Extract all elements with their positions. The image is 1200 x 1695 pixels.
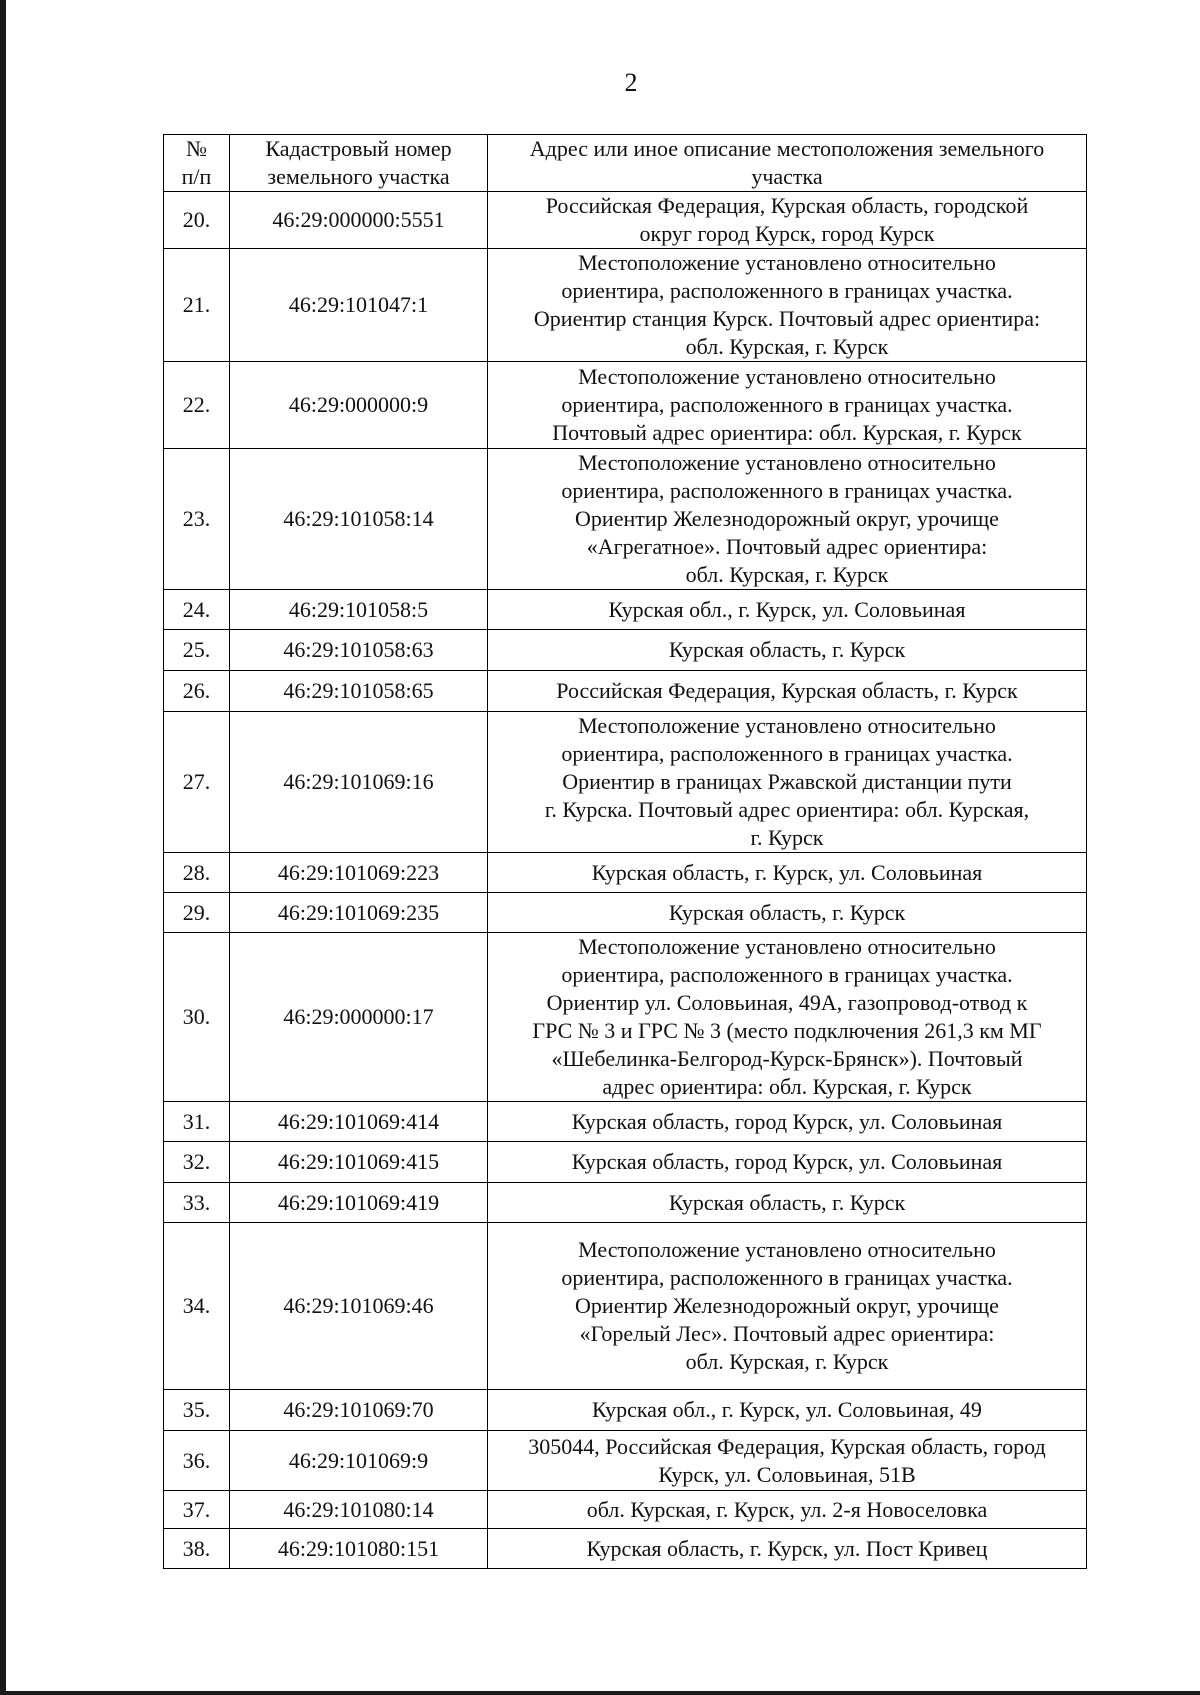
row-cadastral: 46:29:101069:414 — [230, 1102, 488, 1142]
row-num: 38. — [164, 1529, 230, 1569]
row-num: 34. — [164, 1223, 230, 1390]
row-cadastral: 46:29:101047:1 — [230, 249, 488, 362]
table-row — [164, 1491, 1087, 1529]
row-address: обл. Курская, г. Курск, ул. 2-я Новоселовка — [488, 1491, 1087, 1529]
row-num: 28. — [164, 853, 230, 893]
row-num: 24. — [164, 590, 230, 630]
row-address: Курская область, г. Курск, ул. Пост Кривец — [488, 1529, 1087, 1569]
row-num: 21. — [164, 249, 230, 362]
row-num: 33. — [164, 1183, 230, 1223]
row-address: Местоположение установлено относительно ориентира, расположенного в границах участка. Ориентир ул. Соловьиная, 49А, газопровод-отвод к ГРС № 3 и ГРС № 3 (место подключения 261,3 км МГ «Шебелинка-Белгород-Курск-Брянск»). Почтовый адрес ориентира: обл. Курская, г. Курск — [488, 933, 1087, 1102]
row-address: Курская обл., г. Курск, ул. Соловьиная — [488, 590, 1087, 630]
table-row — [164, 1223, 1087, 1390]
row-cadastral: 46:29:101069:419 — [230, 1183, 488, 1223]
row-cadastral: 46:29:101069:9 — [230, 1431, 488, 1491]
row-cadastral: 46:29:101069:223 — [230, 853, 488, 893]
row-num: 37. — [164, 1491, 230, 1529]
row-address: Местоположение установлено относительно ориентира, расположенного в границах участка. Ориентир станция Курск. Почтовый адрес ориентира: обл. Курская, г. Курск — [488, 249, 1087, 362]
row-num: 31. — [164, 1102, 230, 1142]
row-address: Местоположение установлено относительно ориентира, расположенного в границах участка. Ориентир Железнодорожный округ, урочище «Агрегатное». Почтовый адрес ориентира: обл. Курская, г. Курск — [488, 449, 1087, 590]
table-row — [164, 712, 1087, 853]
row-cadastral: 46:29:000000:9 — [230, 362, 488, 449]
row-address: Курская область, г. Курск — [488, 630, 1087, 671]
row-address: Курская область, г. Курск — [488, 1183, 1087, 1223]
row-address: 305044, Российская Федерация, Курская область, город Курск, ул. Соловьиная, 51В — [488, 1431, 1087, 1491]
row-address: Местоположение установлено относительно ориентира, расположенного в границах участка. Ориентир Железнодорожный округ, урочище «Горелый Лес». Почтовый адрес ориентира: обл. Курская, г. Курск — [488, 1223, 1087, 1390]
land-parcels-table — [163, 134, 1087, 1569]
table-row — [164, 590, 1087, 630]
table-row — [164, 362, 1087, 449]
table-row — [164, 192, 1087, 249]
row-cadastral: 46:29:101069:70 — [230, 1390, 488, 1431]
row-cadastral: 46:29:101080:14 — [230, 1491, 488, 1529]
row-num: 26. — [164, 671, 230, 712]
header-address: Адрес или иное описание местоположения земельного участка — [488, 135, 1087, 192]
row-cadastral: 46:29:101058:65 — [230, 671, 488, 712]
table-header-row — [164, 135, 1087, 192]
row-cadastral: 46:29:101058:14 — [230, 449, 488, 590]
table-row — [164, 630, 1087, 671]
row-cadastral: 46:29:101069:415 — [230, 1142, 488, 1183]
row-address: Курская область, город Курск, ул. Соловьиная — [488, 1102, 1087, 1142]
table-row — [164, 853, 1087, 893]
row-num: 25. — [164, 630, 230, 671]
table-row — [164, 1529, 1087, 1569]
header-num: № п/п — [164, 135, 230, 192]
scan-edge-left — [0, 0, 6, 1695]
table-row — [164, 1102, 1087, 1142]
row-num: 32. — [164, 1142, 230, 1183]
row-address: Местоположение установлено относительно ориентира, расположенного в границах участка. Почтовый адрес ориентира: обл. Курская, г. Курск — [488, 362, 1087, 449]
row-cadastral: 46:29:101069:235 — [230, 893, 488, 933]
row-num: 22. — [164, 362, 230, 449]
row-cadastral: 46:29:101058:5 — [230, 590, 488, 630]
row-num: 30. — [164, 933, 230, 1102]
row-cadastral: 46:29:101069:16 — [230, 712, 488, 853]
table-row — [164, 1142, 1087, 1183]
table-row — [164, 449, 1087, 590]
row-cadastral: 46:29:000000:5551 — [230, 192, 488, 249]
table-row — [164, 893, 1087, 933]
table-row — [164, 1390, 1087, 1431]
row-address: Местоположение установлено относительно ориентира, расположенного в границах участка. Ориентир в границах Ржавской дистанции пути г. Курска. Почтовый адрес ориентира: обл. Курская, г. Курск — [488, 712, 1087, 853]
row-num: 36. — [164, 1431, 230, 1491]
row-address: Курская область, г. Курск, ул. Соловьиная — [488, 853, 1087, 893]
row-num: 27. — [164, 712, 230, 853]
row-address: Курская обл., г. Курск, ул. Соловьиная, 49 — [488, 1390, 1087, 1431]
row-num: 20. — [164, 192, 230, 249]
row-address: Курская область, город Курск, ул. Соловьиная — [488, 1142, 1087, 1183]
row-cadastral: 46:29:101080:151 — [230, 1529, 488, 1569]
table-row — [164, 1183, 1087, 1223]
page-number: 2 — [624, 68, 638, 97]
row-cadastral: 46:29:101058:63 — [230, 630, 488, 671]
row-address: Российская Федерация, Курская область, г. Курск — [488, 671, 1087, 712]
row-cadastral: 46:29:000000:17 — [230, 933, 488, 1102]
header-cadastral: Кадастровый номер земельного участка — [230, 135, 488, 192]
table-row — [164, 933, 1087, 1102]
scan-edge-bottom — [0, 1691, 1200, 1695]
row-num: 29. — [164, 893, 230, 933]
row-cadastral: 46:29:101069:46 — [230, 1223, 488, 1390]
table-row — [164, 249, 1087, 362]
row-num: 23. — [164, 449, 230, 590]
table-row — [164, 1431, 1087, 1491]
row-address: Курская область, г. Курск — [488, 893, 1087, 933]
row-address: Российская Федерация, Курская область, городской округ город Курск, город Курск — [488, 192, 1087, 249]
row-num: 35. — [164, 1390, 230, 1431]
table-row — [164, 671, 1087, 712]
